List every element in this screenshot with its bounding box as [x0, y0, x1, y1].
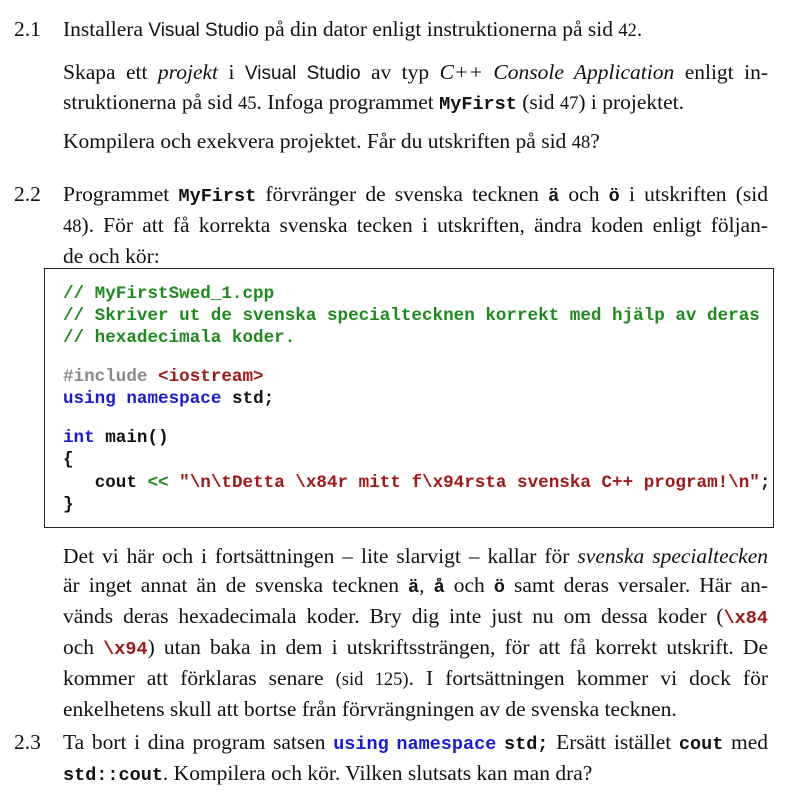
text: är inget annat än de svenska tecknen [63, 573, 409, 597]
text: på din dator enligt instruktionerna på sid [258, 17, 619, 41]
text: förvränger de svenska tecknen [256, 182, 549, 206]
text: av typ [360, 60, 440, 84]
include-header: <iostream> [158, 367, 264, 387]
emphasis: C++ Console Application [439, 60, 675, 84]
inline-code: using [333, 734, 389, 755]
inline-code: MyFirst [178, 186, 257, 207]
exercise-2-2-paragraph-2 [63, 542, 768, 724]
text: , [419, 573, 434, 597]
exercise-number-2-2: 2.2 [14, 182, 41, 206]
code-brace-line [63, 494, 74, 516]
code-comment: // hexadecimala koder. [63, 328, 296, 348]
special-char: ö [493, 577, 505, 598]
text: . [636, 17, 643, 41]
code-cout-line [63, 472, 770, 494]
keyword: namespace [126, 389, 222, 409]
code-comment: // MyFirstSwed_1.cpp [63, 284, 275, 304]
punctuation: ; [759, 473, 771, 493]
text: Installera [63, 17, 149, 41]
keyword: int [63, 428, 95, 448]
page-reference: 45 [237, 94, 257, 114]
code-comment-line [63, 283, 274, 305]
text: Programmet [63, 182, 179, 206]
code-listing [44, 268, 774, 528]
code-comment: // Skriver ut de svenska specialtecknen korrekt med hjälp av deras [63, 306, 760, 326]
inline-code: \x84 [723, 608, 768, 629]
code-comment-line [63, 327, 295, 349]
page-reference: 47 [559, 94, 579, 114]
text: i [218, 60, 245, 84]
brace: { [63, 450, 74, 470]
emphasis: svenska specialtecken [577, 544, 769, 568]
exercise-number-2-1: 2.1 [14, 17, 41, 41]
text: vänds deras hexadecimala koder. Bry dig inte just nu om dessa koder ( [63, 604, 724, 628]
page-reference: 48 [63, 217, 82, 237]
special-char: ä [548, 186, 560, 207]
text: ? [590, 129, 600, 153]
text: enkelhetens skull att bortse från förvrängningen av de svenska tecknen. [63, 697, 677, 721]
text: kommer att förklaras senare [63, 666, 336, 690]
text: Ta bort i dina program satsen [63, 730, 334, 754]
special-char: ä [408, 577, 420, 598]
text: ) utan baka in dem i utskriftssträngen, för att få korrekt utskrift. De [147, 635, 768, 659]
exercise-number-2-3: 2.3 [14, 730, 41, 754]
text: Det vi här och i fortsättningen – lite slarvigt – kallar för [63, 544, 578, 568]
text: . Infoga programmet [256, 90, 440, 114]
code-main-line [63, 427, 169, 449]
text: ) i projektet. [578, 90, 685, 114]
text: de och kör: [63, 244, 160, 268]
text: struktionerna på sid [63, 90, 238, 114]
text: enligt in- [674, 60, 768, 84]
keyword: using [63, 389, 116, 409]
page-reference: 42 [618, 21, 637, 41]
identifier: std; [231, 389, 275, 409]
identifier: cout [94, 473, 137, 493]
inline-code: std; [503, 734, 549, 755]
text: ). För att få korrekta svenska tecken i utskriften, ändra koden enligt följan- [81, 213, 768, 237]
text: . Kompilera och kör. Vilken slutsats kan man dra? [162, 761, 593, 785]
page-reference: (sid 125) [335, 670, 409, 690]
text: Skapa ett [63, 60, 158, 84]
preprocessor-directive: #include [63, 367, 148, 387]
text: (sid [516, 90, 560, 114]
code-comment-line [63, 305, 760, 327]
inline-code: namespace [396, 734, 497, 755]
text: samt deras versaler. Här an- [504, 573, 768, 597]
inline-code: std::cout [63, 765, 163, 786]
code-using-line [63, 388, 274, 410]
brace: } [63, 495, 74, 515]
text: och [63, 635, 104, 659]
special-char: å [433, 577, 445, 598]
special-char: ö [608, 186, 620, 207]
exercise-2-1-paragraph-3 [63, 127, 768, 158]
text: med [723, 730, 768, 754]
text: och [559, 182, 609, 206]
code-include-line [63, 366, 264, 388]
exercise-2-1-paragraph-1 [63, 15, 768, 46]
emphasis: projekt [157, 60, 219, 84]
exercise-2-1-paragraph-2 [63, 58, 768, 119]
text: Ersätt istället [548, 730, 679, 754]
text: i utskriften (sid [619, 182, 768, 206]
inline-code: cout [678, 734, 724, 755]
text: Kompilera och exekvera projektet. Får du utskriften på sid [63, 129, 572, 153]
page-reference: 48 [571, 133, 591, 153]
inline-code: MyFirst [439, 94, 517, 115]
code-brace-line [63, 449, 74, 471]
exercise-2-2-paragraph-1 [63, 180, 768, 271]
exercise-2-3-paragraph-1 [63, 728, 768, 790]
inline-code: \x94 [103, 639, 148, 660]
text: och [444, 573, 494, 597]
product-name: Visual Studio [244, 63, 361, 84]
text: . I fortsättningen kommer vi dock för [408, 666, 768, 690]
product-name: Visual Studio [148, 20, 259, 41]
string-literal: "\n\tDetta \x84r mitt f\x94rsta svenska C++ program!\n" [179, 473, 760, 493]
operator: << [147, 473, 169, 493]
identifier: main() [105, 428, 169, 448]
